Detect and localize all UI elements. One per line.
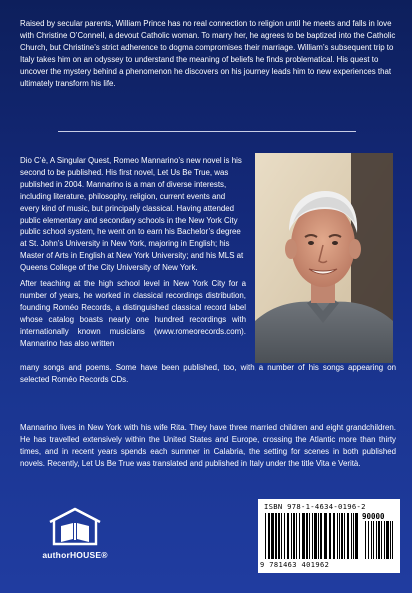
barcode-bar <box>284 513 285 559</box>
barcode-bar <box>329 513 331 559</box>
barcode-bar <box>318 513 319 559</box>
bio-paragraph-3: Mannarino lives in New York with his wife Rita. They have three married children and eight grandchildren. He has travelled extensively within the United States and Europe, crossing the Atlantic more than thirty times, and in recent years spends each summer in Calabria, the setting for scenes in both published novels. Recently, Let Us Be True was translated and published in Italy under the title Vita e Verità. <box>20 423 396 468</box>
ean-barcode-bars <box>264 513 362 559</box>
barcode-bar <box>293 513 295 559</box>
barcode-bar <box>324 513 327 559</box>
bio-paragraph-1: Dio C’è, A Singular Quest, Romeo Mannarino’s new novel is his second to be published. His first novel, Let Us Be True, was published in 2004. Mannarino is a man of diverse interests, including literature, philosophy, religion, current events and every kind of music, but principally classical. Having attended public elementary and secondary schools in the New York City public school system, he went on to earn his Bachelor’s degree at St. John’s University in New York, majoring in English; his Master of Arts in English at New York University; and his MLS at Queens College of the City University of New York. <box>20 156 244 273</box>
isbn-number: ISBN 978-1-4634-0196-2 <box>264 502 366 511</box>
barcode-bar <box>368 521 369 559</box>
barcode-bar <box>390 521 391 559</box>
barcode-bar <box>392 521 393 559</box>
barcode-bar <box>299 513 300 559</box>
barcode-bar <box>351 513 352 559</box>
barcode-bar <box>312 513 313 559</box>
barcode-bar <box>355 513 358 559</box>
author-photo <box>255 153 393 363</box>
barcode-bar <box>302 513 305 559</box>
barcode-bar <box>339 513 340 559</box>
synopsis-paragraph: Raised by secular parents, William Prince has no real connection to religion until he meets and falls in love with Christine O’Connell, a devout Catholic woman. To marry her, he agrees to be baptized into the Catholic Church, but Christine’s strict adherence to dogma compromises their marriage. William’s subsequent trip to Italy takes him on an odyssey to understand the meaning of beliefs he finds problematical. His quest to uncover the mystery behind a phenomenon he discovers on his journey leads him to new experiences that ultimately transform his life. <box>20 19 396 88</box>
barcode-bar <box>384 521 385 559</box>
divider-rule <box>58 131 356 132</box>
barcode-bar <box>353 513 354 559</box>
barcode-bar <box>306 513 308 559</box>
barcode-bar <box>320 513 322 559</box>
publisher-name: authorHOUSE® <box>42 550 108 560</box>
barcode-bar <box>296 513 297 559</box>
bookhouse-logo-icon <box>34 506 116 548</box>
barcode-bar <box>386 521 389 559</box>
publisher-logo <box>34 506 116 566</box>
barcode-bar <box>344 513 345 559</box>
barcode-bar <box>341 513 343 559</box>
barcode-bar <box>281 513 282 559</box>
barcode-bar <box>333 513 335 559</box>
ean-digits: 9 781463 401962 <box>260 561 330 569</box>
barcode-bar <box>275 513 277 559</box>
barcode-bar <box>337 513 338 559</box>
barcode-bar <box>309 513 310 559</box>
price-code: 90000 <box>362 512 385 521</box>
barcode-bar <box>268 513 270 559</box>
barcode-bar <box>373 521 374 559</box>
barcode-bar <box>365 521 366 559</box>
barcode-bar <box>378 521 380 559</box>
barcode-bar <box>371 521 372 559</box>
isbn-barcode <box>258 499 400 573</box>
barcode-bar <box>271 513 274 559</box>
barcode-bar <box>314 513 317 559</box>
price-barcode-bars <box>364 521 396 559</box>
barcode-bar <box>291 513 292 559</box>
bio-paragraph-2-part-1: After teaching at the high school level in New York City for a number of years, he worked in classical recordings distribution, founding Roméo Records, a distinguished classical record label whose catalog boasts nearly one hundred recordings with internationally known musicians (www.romeorecords.com). Mannarino has also written <box>20 279 246 348</box>
bio-paragraph-2-part-2: many songs and poems. Some have been published, too, with a number of his songs appearing on selected Roméo Records CDs. <box>20 363 396 384</box>
barcode-bar <box>265 513 266 559</box>
barcode-bar <box>287 513 289 559</box>
barcode-bar <box>381 521 382 559</box>
barcode-bar <box>278 513 280 559</box>
barcode-bar <box>376 521 377 559</box>
barcode-bar <box>347 513 349 559</box>
